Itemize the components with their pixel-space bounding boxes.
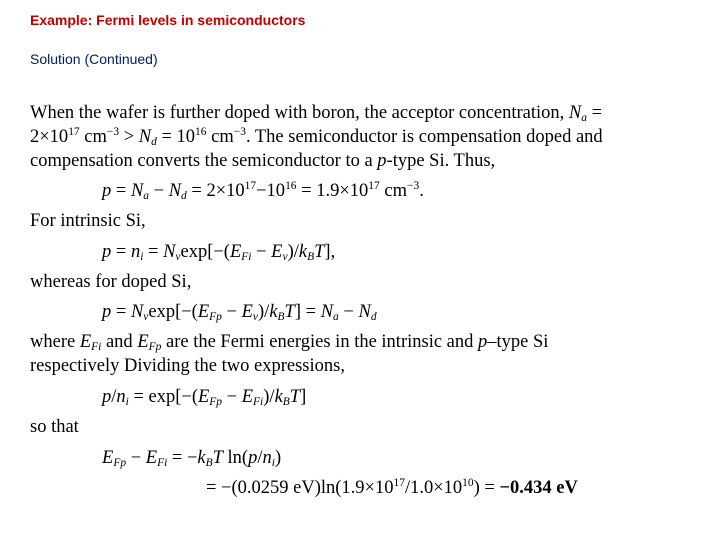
equation-line: $E_{Fp} - E_{Fi} = -k_BT$ $\ln(p/n_i)$ [102,448,282,469]
text-line: When the wafer is further doped with boron, the acceptor concentration, $N_a$ = [30,103,602,124]
slide-title: Example: Fermi levels in semiconductors [30,12,306,28]
text-line: For intrinsic Si, [30,211,146,231]
text-line: so that [30,417,79,437]
equation-line: $p = N_a - N_d = 2\times 10^{17}-10^{16} = 1.9\times 10^{17}$ $cm^{-3}$. [102,180,424,202]
text-line: $2\times 10^{17}$ $cm^{-3} > N_d = 10^{16}$ $cm^{-3}$. The semiconductor is compensation doped and [30,126,603,148]
text-line: whereas for doped Si, [30,272,192,292]
text-line: respectively Dividing the two expressions, [30,356,345,376]
slide-subtitle: Solution (Continued) [30,51,158,67]
equation-line: $p = n_i = N_v\exp[-(E_{Fi} - E_v)/k_BT]$, [102,242,336,263]
text-line: where $E_{Fi}$ and $E_{Fp}$ are the Fermi energies in the intrinsic and p–type Si [30,332,549,353]
equation-line: $p = N_v\exp[-(E_{Fp} - E_v)/k_BT] = N_a - N_d$ [102,302,377,323]
text-line: compensation converts the semiconductor to a p-type Si. Thus, [30,151,496,171]
equation-result-line: = −(0.0259 $eV)\ln(1.9\times 10^{17}/1.0\times 10^{10}) = -0.434$ eV [206,477,578,498]
equation-line: $p/n_i = \exp[-(E_{Fp} - E_{Fi})/k_BT]$ [102,387,307,408]
